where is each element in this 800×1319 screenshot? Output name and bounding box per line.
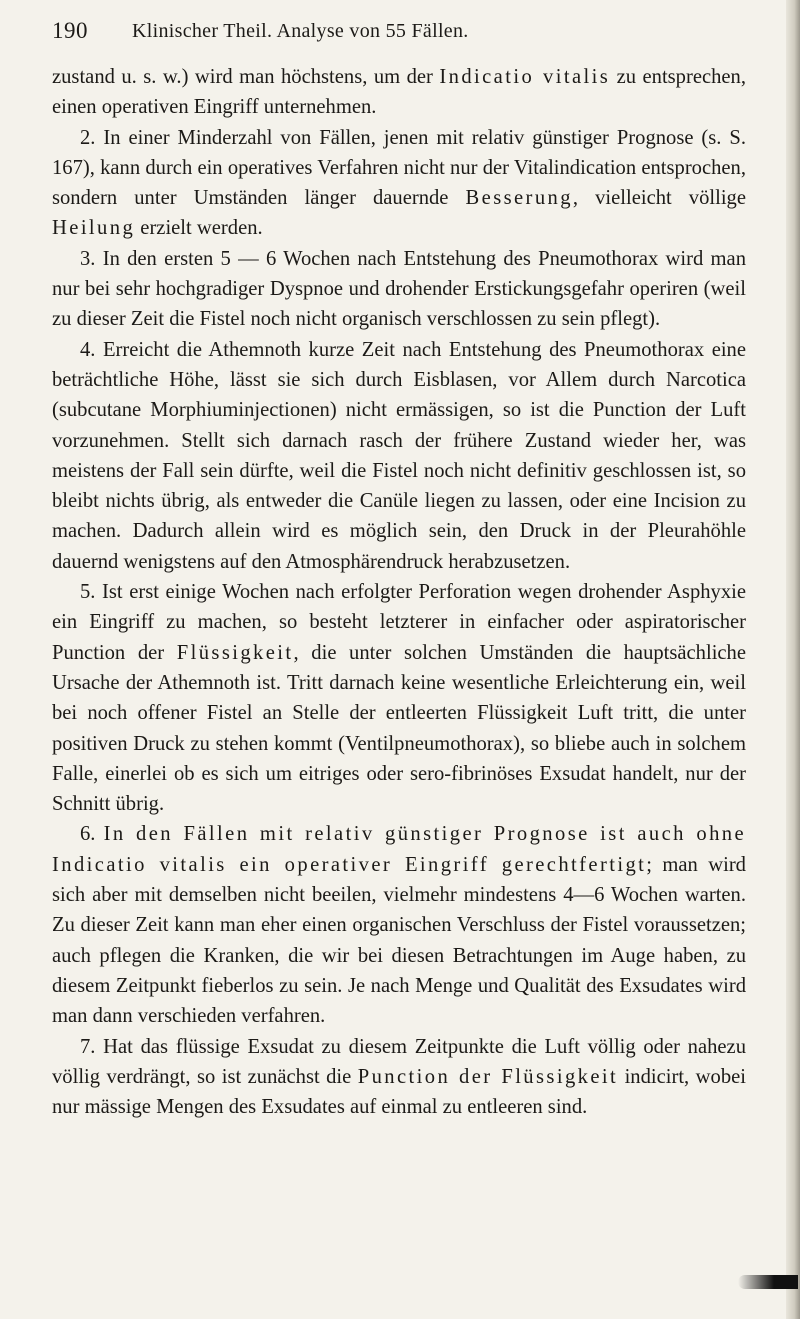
text-run: 4. Erreicht die Athemnoth kurze Zeit nach Entstehung des Pneumothorax eine beträchtliche Höhe, lässt sie sich durch Eisblasen, vor Allem durch Narcotica (subcutane Morphiuminjectionen) nicht ermässigen, so ist die Punction der Luft vorzunehmen. Stellt sich darnach rasch der frühere Zustand wieder her, was meistens der Fall sein dürfte, weil die Fistel noch nicht definitiv geschlossen ist, so bleibt nichts übrig, als entweder die Canüle liegen zu lassen, oder eine Incision zu machen. Dadurch allein wird es möglich sein, den Druck in der Pleurahöhle dauernd wenigstens auf den Atmosphärendruck herabzusetzen. — [52, 338, 746, 573]
paragraph-4 — [52, 335, 746, 577]
spaced-emphasis: Punction der Flüssigkeit — [357, 1065, 619, 1088]
running-head: Klinischer Theil. Analyse von 55 Fällen. — [132, 20, 469, 42]
spaced-emphasis: In den Fällen mit relativ günstiger Prognose ist auch ohne Indicatio vitalis ein operativer Eingriff gerechtfertigt — [52, 823, 747, 876]
scan-edge-mark — [738, 1275, 798, 1289]
text-run: 7. Hat das flüssige Exsudat zu diesem Zeitpunkte die Luft völlig oder nahezu völlig verdrängt, so ist zunächst die — [52, 1035, 746, 1088]
paragraph-3 — [52, 244, 746, 335]
spaced-emphasis: Indicatio vitalis — [439, 66, 611, 88]
text-run: 3. In den ersten 5 — 6 Wochen nach Entstehung des Pneumothorax wird man nur bei sehr hochgradiger Dyspnoe und drohender Erstickungsgefahr operiren (weil zu dieser Zeit die Fistel noch nicht organisch verschlossen zu sein pflegt). — [52, 247, 746, 331]
paragraph-2 — [52, 123, 746, 244]
paragraph-5 — [52, 577, 746, 819]
text-run: erzielt werden. — [135, 217, 263, 240]
paragraph-7 — [52, 1032, 746, 1123]
spaced-emphasis: Heilung — [52, 217, 136, 240]
page-edge-shadow — [786, 0, 800, 1319]
page-header — [52, 18, 770, 50]
text-run: 2. In einer Minderzahl von Fällen, jenen mit relativ günstiger Prognose (s. S. 167), kann durch ein operatives Verfahren nicht nur der Vitalindication entsprochen, sondern unter Umständen länger dauernde — [52, 126, 746, 210]
text-run: 6. — [80, 823, 104, 846]
text-run: indicirt, wobei nur mässige Mengen des Exsudates auf einmal zu entleeren sind. — [52, 1065, 746, 1119]
text-run: , vielleicht völlige — [572, 187, 746, 210]
text-run: , die unter solchen Umständen die hauptsächliche Ursache der Athemnoth ist. Tritt darnach keine wesentliche Erleichterung ein, weil bei noch offener Fistel an Stelle der entleerten Flüssigkeit Luft tritt, die unter positiven Druck zu stehen kommt (Ventilpneumothorax), so bliebe auch in solchem Falle, einerlei ob es sich um eitriges oder sero-fibrinöses Exsudat handelt, nur der Schnitt übrig. — [52, 641, 746, 816]
body-text — [52, 62, 746, 1122]
spaced-emphasis: Besserung — [465, 187, 573, 210]
paragraph-6 — [52, 819, 746, 1031]
text-run: 5. Ist erst einige Wochen nach erfolgter Perforation wegen drohender Asphyxie ein Eingriff zu machen, so besteht letzterer in einfacher oder aspiratorischer Punction der — [52, 581, 746, 664]
text-run: ; man wird sich aber mit demselben nicht beeilen, vielmehr mindestens 4—6 Wochen warten. Zu dieser Zeit kann man eher einen organischen Verschluss der Fistel voraussetzen; auch pflegen die Kranken, die wir bei diesen Betrachtungen im Auge haben, zu diesem Zeitpunkt fieberlos zu sein. Je nach Menge und Qualität des Exsudates wird man dann verschieden verfahren. — [52, 853, 746, 1028]
text-run: zustand u. s. w.) wird man höchstens, um der — [52, 66, 440, 88]
paragraph-1 — [52, 62, 746, 123]
spaced-emphasis: Flüssigkeit — [176, 641, 294, 664]
text-run: zu entsprechen, einen operativen Eingriff unternehmen. — [52, 66, 746, 119]
page-number: 190 — [52, 18, 88, 43]
